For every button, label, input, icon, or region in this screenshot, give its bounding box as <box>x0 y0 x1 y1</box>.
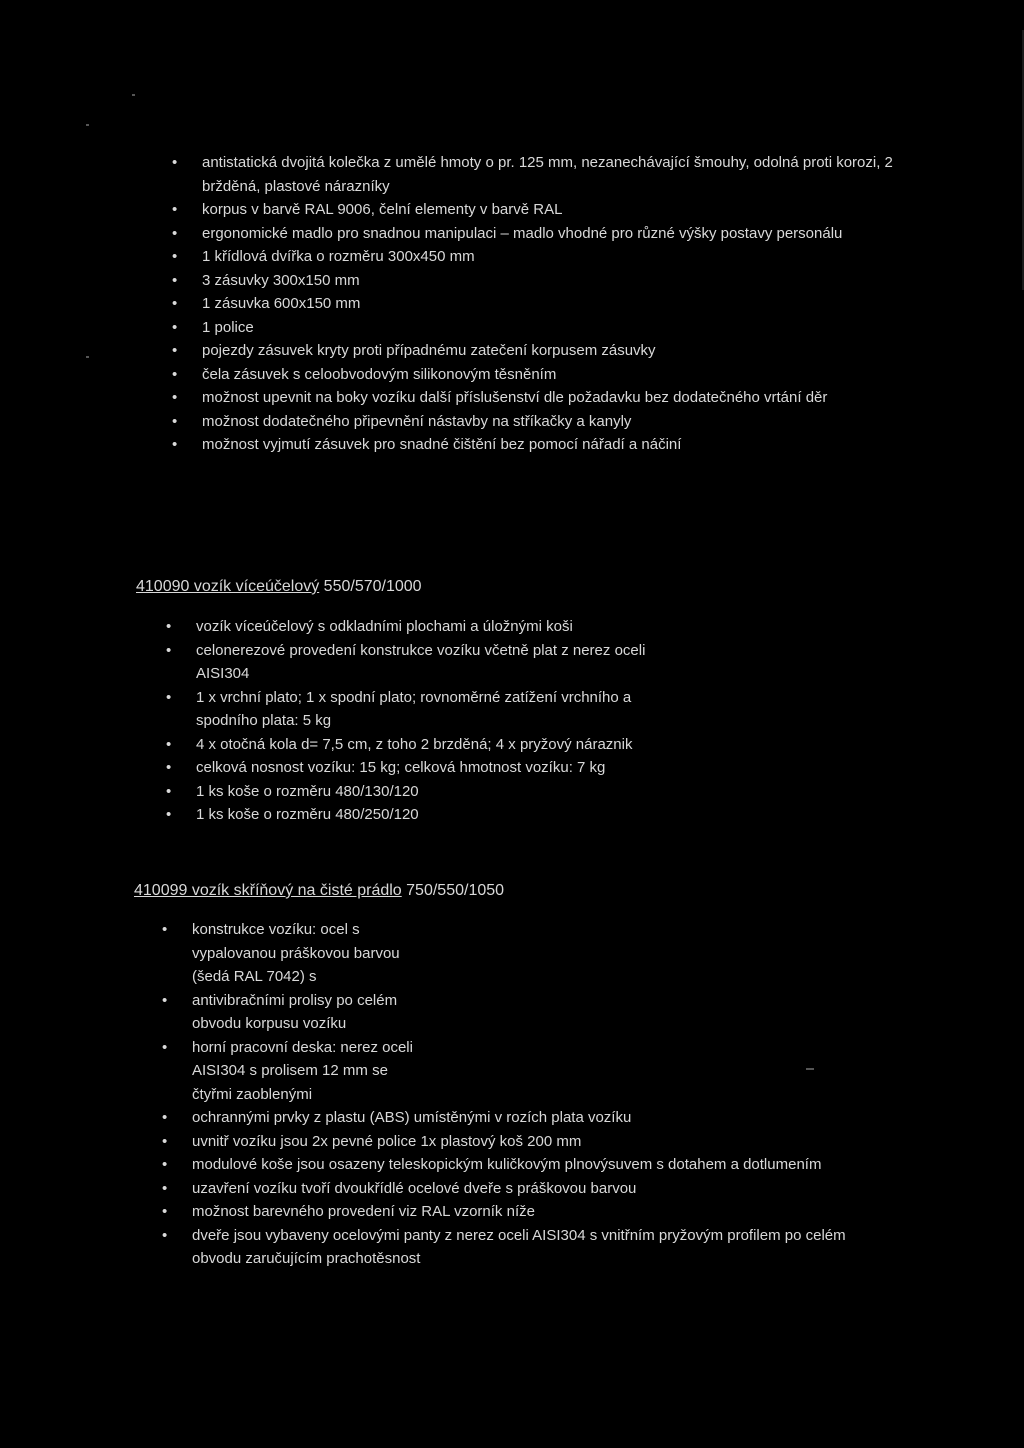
scan-speck <box>86 356 89 358</box>
scan-speck <box>132 94 135 96</box>
list-item: • 1 ks koše o rozměru 480/250/120 <box>166 803 666 827</box>
list-item: • vozík víceúčelový s odkladními plochami a úložnými koši <box>166 615 636 639</box>
list-item: • korpus v barvě RAL 9006, čelní elementy v barvě RAL <box>172 198 912 222</box>
product-dimensions: 750/550/1050 <box>406 882 505 899</box>
list-item: • 4 x otočná kola d= 7,5 cm, z toho 2 brzděná; 4 x pryžový náraznik <box>166 733 696 757</box>
list-item: • antistatická dvojitá kolečka z umělé hmoty o pr. 125 mm, nezanechávající šmouhy, odolná proti korozi, 2 bržděná, plastové nárazníky <box>172 151 912 198</box>
feature-list-1 <box>172 151 912 457</box>
list-item: • 1 ks koše o rozměru 480/130/120 <box>166 780 666 804</box>
list-item: • celonerezové provedení konstrukce vozíku včetně plat z nerez oceli AISI304 <box>166 639 646 686</box>
scan-speck <box>86 124 89 126</box>
list-item: • dveře jsou vybaveny ocelovými panty z nerez oceli AISI304 s vnitřním pryžovým profilem po celém obvodu zaručujícím prachotěsnost <box>162 1224 892 1271</box>
feature-list-3 <box>162 918 882 1271</box>
list-item: • uvnitř vozíku jsou 2x pevné police 1x plastový koš 200 mm <box>162 1130 882 1154</box>
product-title: 410090 vozík víceúčelový <box>136 578 320 595</box>
list-item: • 1 x vrchní plato; 1 x spodní plato; rovnoměrné zatížení vrchního a spodního plata: 5 kg <box>166 686 641 733</box>
list-item: • celková nosnost vozíku: 15 kg; celková hmotnost vozíku: 7 kg <box>166 756 696 780</box>
list-item: • čela zásuvek s celoobvodovým silikonovým těsněním <box>172 363 912 387</box>
list-item: • horní pracovní deska: nerez oceli AISI304 s prolisem 12 mm se čtyřmi zaoblenými <box>162 1036 422 1107</box>
list-item: • konstrukce vozíku: ocel s vypalovanou práškovou barvou (šedá RAL 7042) s <box>162 918 422 989</box>
list-item: • antivibračními prolisy po celém obvodu korpusu vozíku <box>162 989 422 1036</box>
list-item: • 3 zásuvky 300x150 mm <box>172 269 912 293</box>
list-item: • 1 police <box>172 316 912 340</box>
list-item: • možnost vyjmutí zásuvek pro snadné čištění bez pomocí nářadí a náčiní <box>172 433 912 457</box>
feature-list-2 <box>166 615 666 827</box>
section-heading-410090 <box>136 576 422 598</box>
list-item: • ochrannými prvky z plastu (ABS) umístěnými v rozích plata vozíku <box>162 1106 882 1130</box>
list-item: • 1 křídlová dvířka o rozměru 300x450 mm <box>172 245 912 269</box>
list-item: • možnost barevného provedení viz RAL vzorník níže <box>162 1200 882 1224</box>
list-item: • možnost dodatečného připevnění nástavby na stříkačky a kanyly <box>172 410 912 434</box>
section-heading-410099 <box>134 880 504 902</box>
list-item: • pojezdy zásuvek kryty proti případnému zatečení korpusem zásuvky <box>172 339 912 363</box>
list-item: • uzavření vozíku tvoří dvoukřídlé ocelové dveře s práškovou barvou <box>162 1177 882 1201</box>
product-title: 410099 vozík skříňový na čisté prádlo <box>134 882 402 899</box>
product-dimensions: 550/570/1000 <box>323 578 422 595</box>
list-item: • 1 zásuvka 600x150 mm <box>172 292 912 316</box>
list-item: • ergonomické madlo pro snadnou manipulaci – madlo vhodné pro různé výšky postavy personálu <box>172 222 912 246</box>
list-item: • modulové koše jsou osazeny teleskopickým kuličkovým plnovýsuvem s dotahem a dotlumením <box>162 1153 852 1177</box>
list-item: • možnost upevnit na boky vozíku další příslušenství dle požadavku bez dodatečného vrtání děr <box>172 386 912 410</box>
